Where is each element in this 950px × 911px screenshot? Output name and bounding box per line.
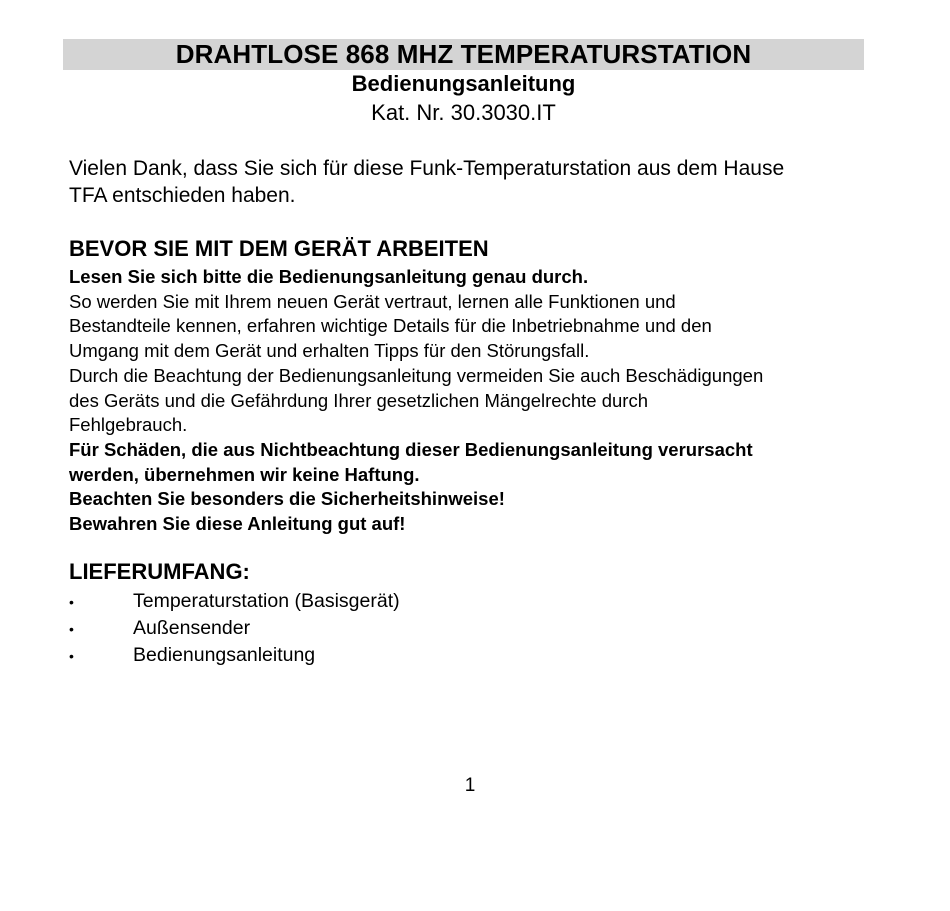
list-item-label: Bedienungsanleitung <box>133 644 316 666</box>
bullet-icon: • <box>69 594 74 610</box>
list-item <box>69 588 569 615</box>
catalog-number: Kat. Nr. 30.3030.IT <box>371 100 556 125</box>
document-title: DRAHTLOSE 868 MHZ TEMPERATURSTATION <box>63 39 864 70</box>
body-line: Bestandteile kennen, erfahren wichtige Details für die Inbetriebnahme und den <box>69 315 712 337</box>
delivery-list <box>69 588 569 669</box>
before-use-body <box>69 265 899 537</box>
intro-line: Vielen Dank, dass Sie sich für diese Funk-Temperaturstation aus dem Hause <box>69 157 785 180</box>
list-item-label: Außensender <box>133 617 251 639</box>
intro-line: TFA entschieden haben. <box>69 184 296 207</box>
body-line: Für Schäden, die aus Nichtbeachtung dieser Bedienungsanleitung verursacht <box>69 438 753 460</box>
body-line: werden, übernehmen wir keine Haftung. <box>69 463 420 485</box>
section-heading-before-use: BEVOR SIE MIT DEM GERÄT ARBEITEN <box>69 236 489 261</box>
body-line: Lesen Sie sich bitte die Bedienungsanleitung genau durch. <box>69 266 589 287</box>
section-heading-delivery: LIEFERUMFANG: <box>69 559 250 584</box>
list-item <box>69 642 569 669</box>
document-subtitle: Bedienungsanleitung <box>351 71 576 96</box>
body-line: Beachten Sie besonders die Sicherheitshinweise! <box>69 488 505 510</box>
body-line: Fehlgebrauch. <box>69 414 188 436</box>
list-item <box>69 615 569 642</box>
body-line: So werden Sie mit Ihrem neuen Gerät vertraut, lernen alle Funktionen und <box>69 290 676 312</box>
body-line: Umgang mit dem Gerät und erhalten Tipps für den Störungsfall. <box>69 340 590 362</box>
list-item-label: Temperaturstation (Basisgerät) <box>133 590 400 612</box>
intro-paragraph <box>69 155 889 209</box>
body-line: Bewahren Sie diese Anleitung gut auf! <box>69 513 406 535</box>
body-line: des Geräts und die Gefährdung Ihrer gesetzlichen Mängelrechte durch <box>69 389 648 411</box>
bullet-icon: • <box>69 621 74 637</box>
body-line: Durch die Beachtung der Bedienungsanleitung vermeiden Sie auch Beschädigungen <box>69 364 764 386</box>
page-number: 1 <box>464 775 476 796</box>
bullet-icon: • <box>69 648 74 664</box>
